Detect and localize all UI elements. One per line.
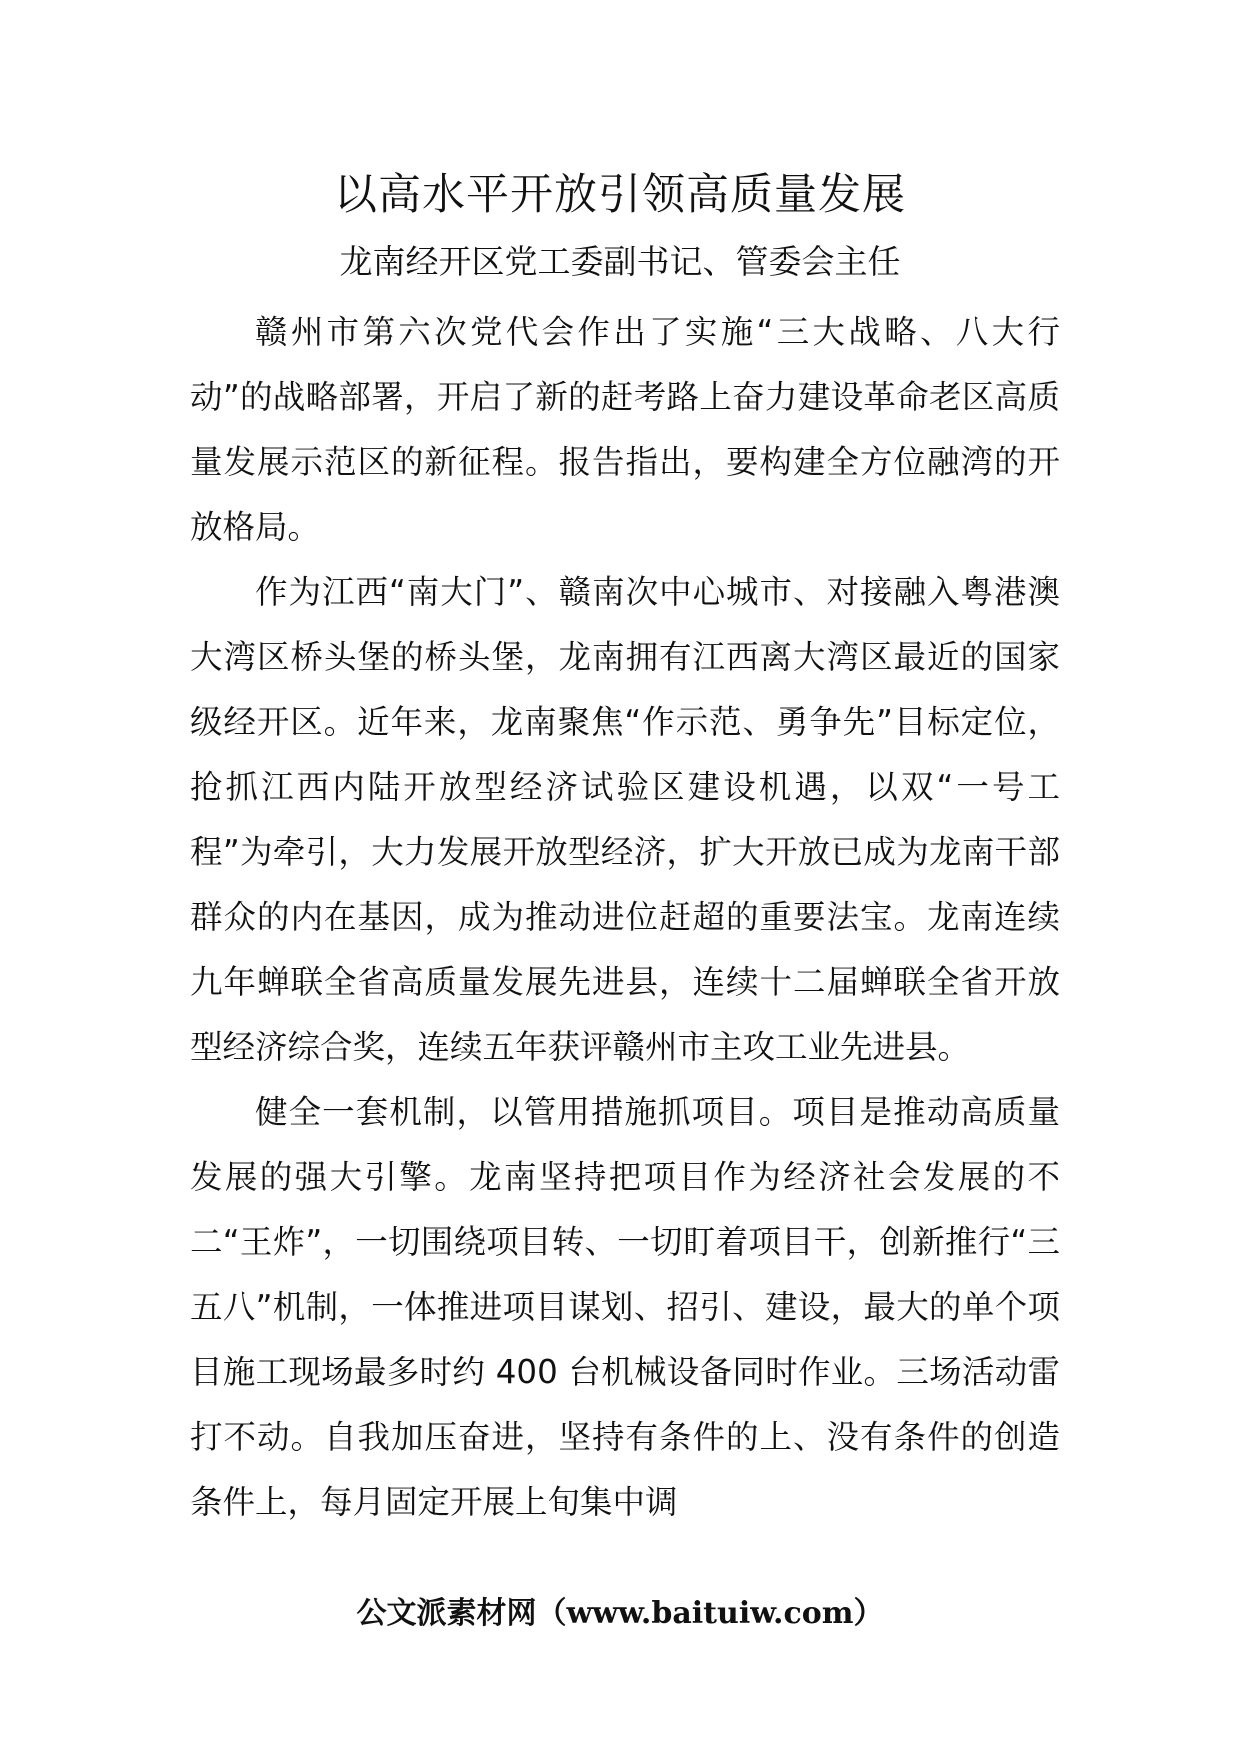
source-footer: 公文派素材网（www.baituiw.com） [356, 1596, 884, 1631]
document-body [190, 300, 1060, 1535]
document-subtitle: 龙南经开区党工委副书记、管委会主任 [339, 242, 901, 281]
document-title: 以高水平开放引领高质量发展 [334, 170, 906, 220]
paragraph-3: 健全一套机制，以管用措施抓项目。项目是推动高质量发展的强大引擎。龙南坚持把项目作为经济社会发展的不二“王炸”，一切围绕项目转、一切盯着项目干，创新推行“三五八”机制，一体推进项目谋划、招引、建设，最大的单个项目施工现场最多时约 400 台机械设备同时作业。三场活动雷打不动。自我加压奋进，坚持有条件的上、没有条件的创造条件上，每月固定开展上旬集中调 [190, 1093, 1060, 1521]
paragraph-1: 赣州市第六次党代会作出了实施“三大战略、八大行动”的战略部署，开启了新的赶考路上奋力建设革命老区高质量发展示范区的新征程。报告指出，要构建全方位融湾的开放格局。 [190, 313, 1060, 546]
paragraph-2: 作为江西“南大门”、赣南次中心城市、对接融入粤港澳大湾区桥头堡的桥头堡，龙南拥有江西离大湾区最近的国家级经开区。近年来，龙南聚焦“作示范、勇争先”目标定位，抢抓江西内陆开放型经济试验区建设机遇，以双“一号工程”为牵引，大力发展开放型经济，扩大开放已成为龙南干部群众的内在基因，成为推动进位赶超的重要法宝。龙南连续九年蝉联全省高质量发展先进县，连续十二届蝉联全省开放型经济综合奖，连续五年获评赣州市主攻工业先进县。 [190, 573, 1060, 1066]
